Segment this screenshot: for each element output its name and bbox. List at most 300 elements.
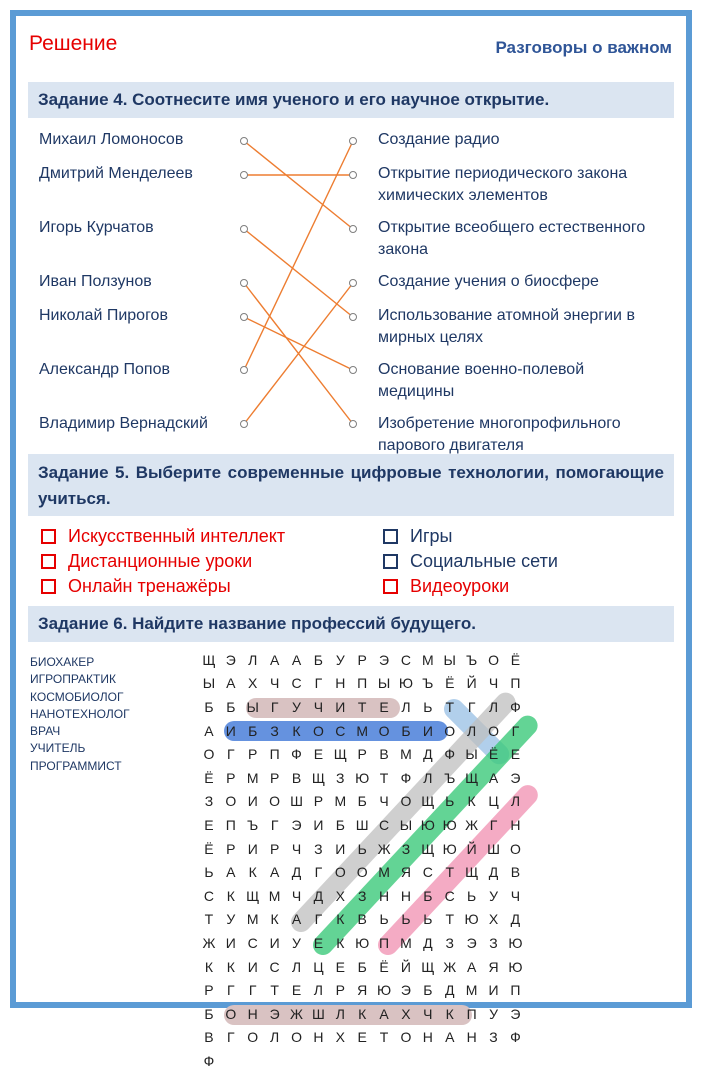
- grid-letter: Х: [401, 1005, 411, 1022]
- grid-letter: Е: [204, 816, 214, 833]
- word-item: ИГРОПРАКТИК: [30, 672, 116, 687]
- grid-letter: Е: [291, 982, 302, 999]
- grid-letter: П: [357, 675, 368, 692]
- grid-letter: С: [379, 816, 390, 833]
- grid-letter: Я: [357, 982, 368, 999]
- grid-letter: М: [246, 911, 259, 928]
- grid-letter: А: [291, 651, 302, 668]
- grid-letter: Б: [423, 887, 433, 904]
- scientist-name: Николай Пирогов: [39, 307, 168, 324]
- grid-letter: З: [204, 793, 214, 810]
- grid-letter: Б: [226, 698, 236, 715]
- discovery-item: Использование атомной энергии в мирных целях: [378, 307, 635, 346]
- grid-letter: Ш: [487, 840, 500, 857]
- grid-letter: Г: [248, 982, 257, 999]
- grid-letter: Л: [488, 698, 499, 715]
- grid-letter: Ю: [442, 816, 457, 833]
- grid-letter: Р: [248, 746, 258, 763]
- option-checkbox[interactable]: Искусственный интеллект: [41, 525, 285, 547]
- grid-letter: А: [226, 864, 236, 881]
- grid-letter: Ё: [510, 651, 521, 668]
- grid-letter: Э: [510, 1005, 521, 1022]
- grid-letter: З: [270, 722, 279, 739]
- grid-letter: У: [335, 651, 345, 668]
- grid-letter: Х: [335, 887, 345, 904]
- grid-letter: М: [334, 793, 347, 810]
- grid-letter: З: [314, 840, 323, 857]
- grid-letter: Ш: [290, 793, 303, 810]
- grid-letter: Ш: [355, 816, 369, 833]
- word-item: УЧИТЕЛЬ: [30, 741, 86, 756]
- grid-letter: Е: [313, 746, 324, 763]
- grid-letter: П: [269, 746, 280, 763]
- left-dot: [241, 314, 248, 321]
- grid-letter: А: [204, 722, 214, 739]
- match-line: [244, 141, 353, 229]
- grid-letter: Ъ: [247, 816, 259, 833]
- grid-letter: Ю: [398, 675, 414, 692]
- grid-letter: Т: [445, 698, 455, 715]
- grid-letter: С: [203, 887, 214, 904]
- grid-letter: Ф: [444, 746, 456, 763]
- grid-letter: К: [226, 887, 235, 904]
- grid-letter: Д: [313, 887, 324, 904]
- grid-letter: И: [247, 958, 258, 975]
- grid-letter: А: [269, 864, 280, 881]
- grid-letter: П: [510, 982, 521, 999]
- grid-letter: Р: [313, 793, 324, 810]
- grid-letter: П: [466, 1005, 477, 1022]
- grid-letter: У: [489, 1005, 498, 1022]
- grid-letter: Т: [357, 698, 367, 715]
- grid-letter: О: [356, 864, 368, 881]
- grid-letter: Ю: [376, 982, 392, 999]
- grid-letter: Ж: [465, 816, 479, 833]
- grid-letter: Б: [335, 816, 345, 833]
- grid-letter: Г: [511, 722, 520, 739]
- option-checkbox[interactable]: Дистанционные уроки: [41, 550, 252, 572]
- grid-letter: О: [444, 722, 456, 739]
- grid-letter: П: [225, 816, 236, 833]
- grid-letter: О: [378, 722, 390, 739]
- grid-letter: Л: [335, 1005, 345, 1022]
- grid-letter: М: [400, 746, 412, 763]
- grid-letter: С: [247, 934, 258, 951]
- grid-letter: Д: [423, 746, 433, 763]
- grid-letter: Е: [357, 1029, 367, 1046]
- grid-letter: Ь: [423, 911, 433, 928]
- grid-letter: М: [356, 722, 369, 739]
- grid-letter: Ё: [204, 840, 214, 857]
- grid-letter: Э: [379, 651, 390, 668]
- grid-letter: К: [204, 958, 214, 975]
- task5-title: Задание 5. Выберите современные цифровые технологии, помогающие учиться.: [28, 454, 674, 516]
- grid-letter: О: [225, 793, 237, 810]
- solution-label: Решение: [29, 32, 118, 55]
- grid-letter: Г: [314, 911, 323, 928]
- grid-letter: Н: [422, 1029, 433, 1046]
- grid-letter: Н: [247, 1005, 258, 1022]
- letter-cells: [198, 648, 526, 1073]
- grid-letter: Ь: [445, 793, 455, 810]
- grid-letter: К: [336, 911, 345, 928]
- grid-letter: Л: [313, 982, 323, 999]
- left-dot: [241, 226, 248, 233]
- scientist-name: Иван Ползунов: [39, 273, 152, 290]
- grid-letter: С: [400, 651, 412, 668]
- grid-letter: О: [488, 722, 499, 739]
- grid-letter: Л: [423, 769, 433, 786]
- grid-letter: З: [401, 840, 411, 857]
- discovery-item: Открытие всеобщего естественного закона: [378, 219, 646, 258]
- task6-title: Задание 6. Найдите название профессий будущего.: [28, 606, 674, 642]
- grid-letter: К: [358, 1005, 367, 1022]
- grid-letter: Р: [269, 840, 280, 857]
- grid-letter: Г: [314, 675, 323, 692]
- grid-letter: Щ: [311, 769, 325, 786]
- word-item: КОСМОБИОЛОГ: [30, 689, 124, 704]
- grid-letter: О: [488, 651, 499, 668]
- grid-letter: Г: [270, 698, 279, 715]
- grid-letter: С: [335, 722, 346, 739]
- discovery-item: Создание радио: [378, 131, 500, 148]
- grid-letter: Т: [379, 769, 389, 786]
- grid-letter: Ю: [355, 769, 370, 786]
- grid-letter: Ч: [291, 887, 302, 904]
- grid-letter: Ь: [401, 911, 411, 928]
- grid-letter: Щ: [202, 651, 216, 668]
- grid-letter: Б: [423, 982, 433, 999]
- grid-letter: Ж: [202, 934, 216, 951]
- grid-letter: З: [489, 1029, 498, 1046]
- grid-letter: Л: [270, 1029, 280, 1046]
- grid-letter: Г: [489, 816, 498, 833]
- grid-letter: К: [248, 864, 257, 881]
- grid-letter: Щ: [421, 793, 435, 810]
- scientist-name: Игорь Курчатов: [39, 219, 154, 236]
- left-dot: [241, 367, 248, 374]
- right-dot: [350, 226, 357, 233]
- option-checkbox[interactable]: Социальные сети: [383, 550, 558, 572]
- grid-letter: Щ: [465, 864, 479, 881]
- grid-letter: Ч: [488, 675, 499, 692]
- grid-letter: Ы: [399, 816, 413, 833]
- grid-letter: С: [269, 958, 280, 975]
- grid-letter: У: [489, 887, 498, 904]
- grid-letter: Н: [379, 887, 390, 904]
- grid-letter: И: [313, 816, 324, 833]
- grid-letter: З: [336, 769, 345, 786]
- grid-letter: Б: [204, 1005, 214, 1022]
- left-dot: [241, 172, 248, 179]
- grid-letter: Е: [335, 958, 345, 975]
- grid-letter: Э: [400, 982, 411, 999]
- grid-letter: А: [488, 769, 499, 786]
- grid-letter: Ю: [442, 840, 457, 857]
- grid-letter: Н: [510, 816, 521, 833]
- grid-letter: О: [247, 1029, 259, 1046]
- grid-letter: Э: [291, 816, 302, 833]
- grid-letter: М: [378, 864, 390, 881]
- grid-letter: О: [334, 864, 346, 881]
- right-dot: [350, 138, 357, 145]
- grid-letter: Ё: [445, 675, 455, 692]
- grid-letter: Р: [335, 982, 345, 999]
- grid-letter: Д: [510, 911, 521, 928]
- grid-letter: Щ: [421, 958, 435, 975]
- grid-letter: Х: [335, 1029, 345, 1046]
- grid-letter: К: [292, 722, 301, 739]
- right-dot: [350, 172, 357, 179]
- grid-letter: Э: [466, 934, 477, 951]
- grid-letter: Л: [291, 958, 302, 975]
- checkbox-icon: [41, 529, 56, 544]
- grid-letter: И: [488, 982, 499, 999]
- scientist-name: Владимир Вернадский: [39, 415, 208, 432]
- grid-letter: К: [226, 958, 235, 975]
- grid-letter: У: [292, 698, 301, 715]
- grid-letter: Ы: [443, 651, 456, 668]
- grid-letter: Р: [357, 746, 367, 763]
- grid-letter: Х: [248, 675, 258, 692]
- grid-letter: И: [335, 840, 346, 857]
- scientist-name: Дмитрий Менделеев: [39, 165, 193, 182]
- grid-letter: Ъ: [466, 651, 478, 668]
- grid-letter: Д: [445, 982, 455, 999]
- grid-letter: Т: [445, 864, 455, 881]
- grid-letter: Ю: [508, 958, 523, 975]
- grid-letter: О: [509, 840, 521, 857]
- grid-letter: З: [357, 887, 367, 904]
- grid-letter: Ь: [467, 887, 477, 904]
- option-checkbox[interactable]: Игры: [383, 525, 452, 547]
- grid-letter: Ь: [357, 840, 367, 857]
- grid-letter: Э: [269, 1005, 280, 1022]
- grid-letter: Л: [248, 651, 258, 668]
- series-title: Разговоры о важном: [495, 38, 672, 57]
- grid-letter: К: [270, 911, 279, 928]
- scientist-name: Александр Попов: [39, 361, 170, 378]
- grid-letter: Ж: [290, 1005, 303, 1022]
- grid-letter: Р: [357, 651, 367, 668]
- grid-letter: В: [204, 1029, 214, 1046]
- checkbox-icon: [383, 579, 398, 594]
- grid-letter: О: [203, 746, 215, 763]
- grid-letter: Ы: [377, 675, 391, 692]
- grid-letter: Г: [227, 746, 235, 763]
- grid-letter: В: [510, 864, 521, 881]
- grid-letter: У: [292, 934, 301, 951]
- grid-letter: Ь: [204, 864, 214, 881]
- grid-letter: Ф: [400, 769, 412, 786]
- grid-letter: Г: [270, 816, 279, 833]
- option-checkbox[interactable]: Видеоуроки: [383, 575, 509, 597]
- grid-letter: С: [291, 675, 302, 692]
- grid-letter: О: [291, 1029, 302, 1046]
- grid-letter: В: [357, 911, 367, 928]
- discovery-item: Создание учения о биосфере: [378, 273, 599, 290]
- right-dot: [350, 280, 357, 287]
- grid-letter: Д: [488, 864, 499, 881]
- grid-letter: М: [246, 769, 259, 786]
- grid-letter: М: [400, 934, 412, 951]
- grid-letter: К: [336, 934, 345, 951]
- match-line: [244, 317, 353, 370]
- grid-letter: Ч: [313, 698, 324, 715]
- grid-letter: О: [225, 1005, 237, 1022]
- left-dot: [241, 138, 248, 145]
- grid-letter: К: [445, 1005, 454, 1022]
- grid-letter: М: [268, 887, 281, 904]
- grid-letter: Д: [423, 934, 433, 951]
- task4-title: Задание 4. Соотнесите имя ученого и его научное открытие.: [28, 82, 674, 118]
- grid-letter: М: [465, 982, 478, 999]
- grid-letter: О: [400, 1029, 412, 1046]
- grid-letter: Т: [445, 911, 455, 928]
- grid-letter: Н: [313, 1029, 324, 1046]
- checkbox-icon: [41, 554, 56, 569]
- word-search-grid: [198, 648, 538, 1069]
- grid-letter: Г: [227, 1029, 235, 1046]
- grid-letter: В: [379, 746, 389, 763]
- grid-letter: А: [379, 1005, 389, 1022]
- grid-letter: Б: [248, 722, 258, 739]
- grid-letter: Ч: [269, 675, 280, 692]
- grid-letter: Б: [401, 722, 411, 739]
- grid-letter: Ъ: [422, 675, 434, 692]
- right-dot: [350, 314, 357, 321]
- grid-letter: И: [422, 722, 433, 739]
- grid-letter: Е: [510, 746, 521, 763]
- grid-letter: Ц: [488, 793, 499, 810]
- grid-letter: Л: [467, 722, 477, 739]
- grid-letter: И: [269, 934, 280, 951]
- grid-letter: Ж: [377, 840, 391, 857]
- grid-letter: Е: [379, 698, 389, 715]
- grid-letter: Ф: [291, 746, 302, 763]
- grid-letter: Т: [379, 1029, 389, 1046]
- grid-letter: А: [445, 1029, 455, 1046]
- checkbox-icon: [41, 579, 56, 594]
- grid-letter: Г: [227, 982, 235, 999]
- grid-letter: И: [247, 793, 258, 810]
- grid-letter: С: [422, 864, 433, 881]
- grid-letter: И: [225, 722, 236, 739]
- grid-letter: Д: [291, 864, 302, 881]
- grid-letter: Г: [467, 698, 476, 715]
- grid-letter: Ё: [488, 746, 499, 763]
- grid-letter: Ч: [291, 840, 302, 857]
- grid-letter: Ч: [379, 793, 389, 810]
- grid-letter: Л: [401, 698, 411, 715]
- grid-letter: Ф: [203, 1052, 215, 1069]
- word-item: ПРОГРАММИСТ: [30, 758, 122, 773]
- grid-letter: У: [226, 911, 236, 928]
- grid-letter: Ж: [443, 958, 457, 975]
- grid-letter: Н: [466, 1029, 477, 1046]
- grid-letter: Г: [314, 864, 323, 881]
- grid-letter: Ф: [510, 698, 521, 715]
- grid-letter: Ш: [311, 1005, 325, 1022]
- grid-letter: П: [510, 675, 521, 692]
- grid-letter: Щ: [333, 746, 347, 763]
- grid-letter: Ю: [464, 911, 479, 928]
- grid-letter: Й: [466, 675, 477, 692]
- grid-letter: Ъ: [444, 769, 456, 786]
- grid-letter: Ы: [246, 698, 259, 715]
- discovery-item: Открытие периодического закона химических элементов: [378, 165, 628, 204]
- option-checkbox[interactable]: Онлайн тренажёры: [41, 575, 231, 597]
- word-list: [30, 654, 130, 775]
- grid-letter: И: [225, 934, 236, 951]
- grid-letter: Э: [510, 769, 521, 786]
- grid-letter: Э: [225, 651, 236, 668]
- grid-letter: Щ: [246, 887, 260, 904]
- grid-letter: Б: [357, 793, 367, 810]
- grid-letter: И: [247, 840, 258, 857]
- grid-letter: С: [444, 887, 455, 904]
- grid-letter: В: [291, 769, 302, 786]
- grid-letter: Й: [466, 840, 477, 857]
- grid-letter: Ц: [313, 958, 324, 975]
- grid-letter: А: [226, 675, 236, 692]
- right-dot: [350, 367, 357, 374]
- grid-letter: Щ: [421, 840, 435, 857]
- grid-letter: К: [467, 793, 476, 810]
- word-item: НАНОТЕХНОЛОГ: [30, 706, 130, 721]
- grid-letter: Т: [270, 982, 279, 999]
- left-dot: [241, 280, 248, 287]
- grid-letter: Ю: [355, 934, 370, 951]
- grid-letter: Ь: [379, 911, 389, 928]
- grid-letter: Ф: [510, 1029, 521, 1046]
- grid-letter: Р: [269, 769, 280, 786]
- grid-letter: Я: [488, 958, 499, 975]
- grid-letter: Ы: [202, 675, 216, 692]
- grid-letter: А: [269, 651, 280, 668]
- grid-letter: М: [422, 651, 434, 668]
- grid-letter: Е: [313, 934, 324, 951]
- grid-letter: Я: [400, 864, 412, 881]
- grid-letter: О: [400, 793, 412, 810]
- grid-letter: Б: [204, 698, 214, 715]
- grid-letter: З: [445, 934, 454, 951]
- grid-letter: Р: [226, 769, 236, 786]
- grid-letter: Т: [204, 911, 214, 928]
- grid-letter: О: [312, 722, 324, 739]
- checkbox-icon: [383, 529, 398, 544]
- grid-letter: Ь: [423, 698, 433, 715]
- grid-letter: Ё: [204, 769, 214, 786]
- word-item: БИОХАКЕР: [30, 655, 95, 669]
- grid-letter: Р: [226, 840, 236, 857]
- grid-letter: Ё: [379, 958, 389, 975]
- grid-letter: Щ: [465, 769, 479, 786]
- grid-letter: О: [269, 793, 281, 810]
- grid-letter: Ч: [423, 1005, 433, 1022]
- grid-letter: Л: [510, 793, 520, 810]
- grid-letter: Р: [204, 982, 214, 999]
- discovery-item: Изобретение многопрофильного парового двигателя: [378, 415, 621, 454]
- grid-letter: А: [466, 958, 477, 975]
- word-item: ВРАЧ: [30, 724, 61, 739]
- grid-letter: З: [489, 934, 498, 951]
- left-dot: [241, 421, 248, 428]
- grid-letter: Ю: [420, 816, 435, 833]
- discovery-item: Основание военно-полевой медицины: [378, 361, 585, 400]
- grid-letter: Б: [313, 651, 323, 668]
- grid-letter: И: [335, 698, 346, 715]
